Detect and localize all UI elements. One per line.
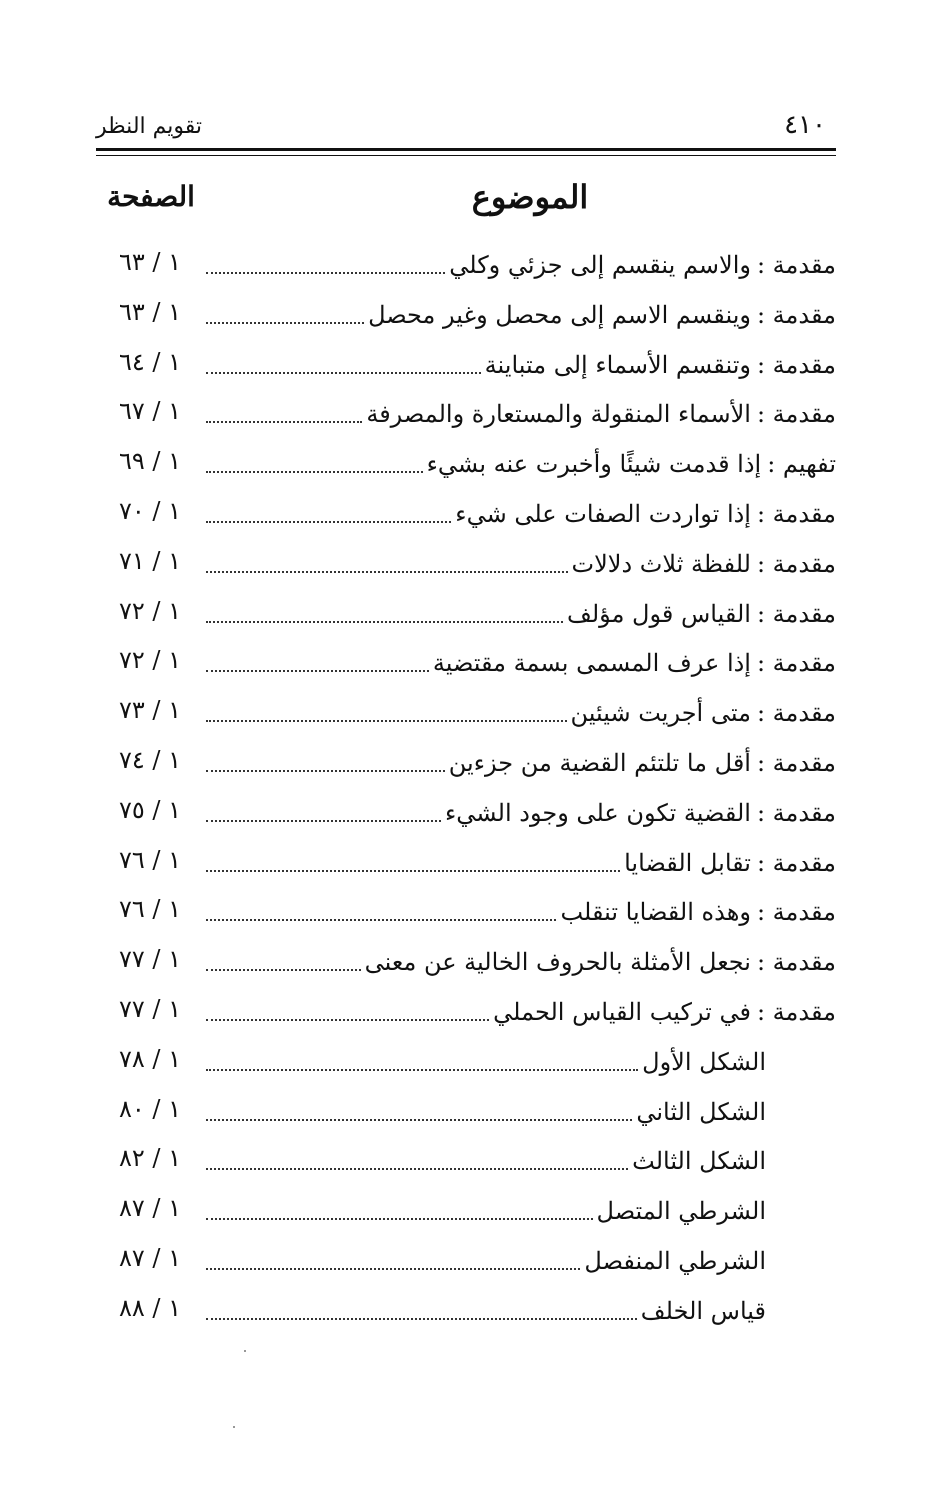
toc-entry-kind: مقدمة : <box>756 798 836 827</box>
toc-subentry <box>96 1186 836 1236</box>
toc-entry-title: تقابل القضايا <box>624 848 751 877</box>
toc-entry <box>96 638 836 688</box>
toc-page-ref: ١ / ٧٨ <box>118 1044 181 1073</box>
dot-leader <box>206 770 445 772</box>
toc-subentry-title: الشكل الأول <box>638 1045 766 1079</box>
toc-entry-text <box>423 447 836 481</box>
toc-page-ref: ١ / ٨٢ <box>118 1144 181 1173</box>
dot-leader <box>206 969 361 971</box>
toc-page-ref: ١ / ٨٧ <box>118 1194 181 1223</box>
toc-subentry <box>96 1037 836 1087</box>
toc-subentry-title: الشرطي المنفصل <box>580 1244 766 1278</box>
dot-leader <box>206 720 567 722</box>
toc-entry-title: أقل ما تلتئم القضية من جزءين <box>448 748 751 777</box>
toc-entry <box>96 887 836 937</box>
dot-leader <box>206 322 364 324</box>
toc-entry <box>96 539 836 589</box>
toc-entry-title: إذا عرف المسمى بسمة مقتضية <box>432 649 751 678</box>
dot-leader <box>206 1318 637 1320</box>
toc-entry-kind: مقدمة : <box>756 748 836 777</box>
toc-entry-title: نجعل الأمثلة بالحروف الخالية عن معنى <box>364 948 751 977</box>
toc-entry <box>96 788 836 838</box>
toc-entry-kind: مقدمة : <box>756 649 836 678</box>
toc-page-ref: ١ / ٨٨ <box>118 1293 181 1322</box>
toc-entry <box>96 688 836 738</box>
dot-leader <box>206 272 445 274</box>
toc-entry-text <box>620 846 836 880</box>
header-rule-thin <box>96 155 836 156</box>
page-column-heading: الصفحة <box>107 180 195 213</box>
toc-page-ref: ١ / ٧٤ <box>118 745 181 774</box>
toc-page-ref: ١ / ٧٦ <box>118 845 181 874</box>
toc-entry-text <box>429 646 836 680</box>
toc-entry-kind: مقدمة : <box>756 997 836 1026</box>
toc-entry-text <box>481 348 836 382</box>
scan-speck <box>244 1350 246 1352</box>
toc-page-ref: ١ / ٦٩ <box>118 447 181 476</box>
table-of-contents <box>96 240 836 1336</box>
dot-leader <box>206 521 451 523</box>
toc-entry-text <box>563 597 836 631</box>
toc-entry-title: متى أجريت شيئين <box>570 699 751 728</box>
toc-entry-kind: مقدمة : <box>756 599 836 628</box>
toc-subentry <box>96 1236 836 1286</box>
toc-entry-kind: مقدمة : <box>756 699 836 728</box>
toc-entry <box>96 240 836 290</box>
toc-entry <box>96 987 836 1037</box>
toc-entry <box>96 489 836 539</box>
dot-leader <box>206 1268 580 1270</box>
toc-entry <box>96 290 836 340</box>
toc-entry <box>96 838 836 888</box>
dot-leader <box>206 1168 628 1170</box>
toc-page-ref: ١ / ٧٣ <box>118 696 181 725</box>
toc-entry-title: الأسماء المنقولة والمستعارة والمصرفة <box>366 400 751 429</box>
page-header <box>96 108 836 148</box>
toc-entry-kind: مقدمة : <box>756 499 836 528</box>
toc-page-ref: ١ / ٧٦ <box>118 895 181 924</box>
toc-entry-kind: مقدمة : <box>756 300 836 329</box>
header-rule-thick <box>96 148 836 151</box>
toc-entry <box>96 340 836 390</box>
toc-entry <box>96 937 836 987</box>
dot-leader <box>206 919 556 921</box>
page-number: ٤١٠ <box>784 110 826 140</box>
dot-leader <box>206 471 423 473</box>
toc-entry-title: للفظة ثلاث دلالات <box>571 549 751 578</box>
toc-page-ref: ١ / ٨٧ <box>118 1243 181 1272</box>
toc-subentry-title: قياس الخلف <box>637 1294 766 1328</box>
toc-entry <box>96 439 836 489</box>
toc-page-ref: ١ / ٧٧ <box>118 994 181 1023</box>
dot-leader <box>206 421 362 423</box>
toc-subentry <box>96 1087 836 1137</box>
toc-page-ref: ١ / ٦٤ <box>118 347 181 376</box>
dot-leader <box>206 670 429 672</box>
dot-leader <box>206 1069 638 1071</box>
toc-entry <box>96 389 836 439</box>
toc-entry-kind: مقدمة : <box>756 400 836 429</box>
toc-entry-title: إذا قدمت شيئًا وأخبرت عنه بشيء <box>426 450 762 479</box>
toc-entry-kind: مقدمة : <box>756 251 836 279</box>
toc-page-ref: ١ / ٧٠ <box>118 496 181 525</box>
toc-entry-title: القضية تكون على وجود الشيء <box>444 798 751 827</box>
toc-entry-title: في تركيب القياس الحملي <box>493 997 751 1026</box>
toc-entry-text <box>489 995 836 1029</box>
dot-leader <box>206 1019 489 1021</box>
dot-leader <box>206 621 563 623</box>
toc-page-ref: ١ / ٧٧ <box>118 945 181 974</box>
toc-entry-kind: مقدمة : <box>756 948 836 977</box>
toc-entry-kind: تفهيم : <box>767 450 836 479</box>
toc-entry-text <box>441 796 836 830</box>
toc-page-ref: ١ / ٧٢ <box>118 596 181 625</box>
toc-entry-title: والاسم ينقسم إلى جزئي وكلي <box>449 251 751 279</box>
toc-entry-text <box>362 397 836 431</box>
toc-page-ref: ١ / ٦٣ <box>118 248 181 276</box>
toc-page-ref: ١ / ٧٢ <box>118 646 181 675</box>
toc-page-ref: ١ / ٧٥ <box>118 795 181 824</box>
dot-leader <box>206 870 620 872</box>
toc-entry-kind: مقدمة : <box>756 350 836 379</box>
toc-entry-text <box>445 746 836 780</box>
toc-subentry-title: الشكل الثاني <box>632 1095 766 1129</box>
toc-entry-text <box>451 497 836 531</box>
toc-page-ref: ١ / ٦٣ <box>118 297 181 326</box>
dot-leader <box>206 1119 632 1121</box>
book-title: تقويم النظر <box>96 114 203 139</box>
scan-speck <box>233 1426 235 1428</box>
toc-entry-title: إذا تواردت الصفات على شيء <box>455 499 751 528</box>
toc-entry-text <box>567 696 837 730</box>
dot-leader <box>206 1218 593 1220</box>
toc-page-ref: ١ / ٧١ <box>118 546 181 575</box>
toc-entry-title: وينقسم الاسم إلى محصل وغير محصل <box>368 300 751 329</box>
toc-entry-text <box>364 298 836 332</box>
toc-entry-text <box>556 895 836 929</box>
toc-entry-kind: مقدمة : <box>756 898 836 927</box>
toc-entry-title: وتنقسم الأسماء إلى متباينة <box>484 350 751 379</box>
toc-entry-text <box>568 547 837 581</box>
toc-entry-text <box>361 945 836 979</box>
dot-leader <box>206 820 441 822</box>
toc-subentry <box>96 1136 836 1186</box>
toc-entry <box>96 589 836 639</box>
dot-leader <box>206 372 481 374</box>
toc-subentry-title: الشرطي المتصل <box>593 1194 766 1228</box>
topic-column-heading: الموضوع <box>471 178 589 216</box>
toc-entry-kind: مقدمة : <box>756 549 836 578</box>
toc-entry-title: القياس قول مؤلف <box>567 599 751 628</box>
toc-entry-text <box>445 248 836 282</box>
toc-entry <box>96 738 836 788</box>
dot-leader <box>206 571 568 573</box>
toc-subentry-title: الشكل الثالث <box>628 1144 766 1178</box>
toc-page-ref: ١ / ٨٠ <box>118 1094 181 1123</box>
toc-page-ref: ١ / ٦٧ <box>118 397 181 426</box>
toc-entry-title: وهذه القضايا تنقلب <box>560 898 751 927</box>
toc-subentry <box>96 1286 836 1336</box>
toc-entry-kind: مقدمة : <box>756 848 836 877</box>
